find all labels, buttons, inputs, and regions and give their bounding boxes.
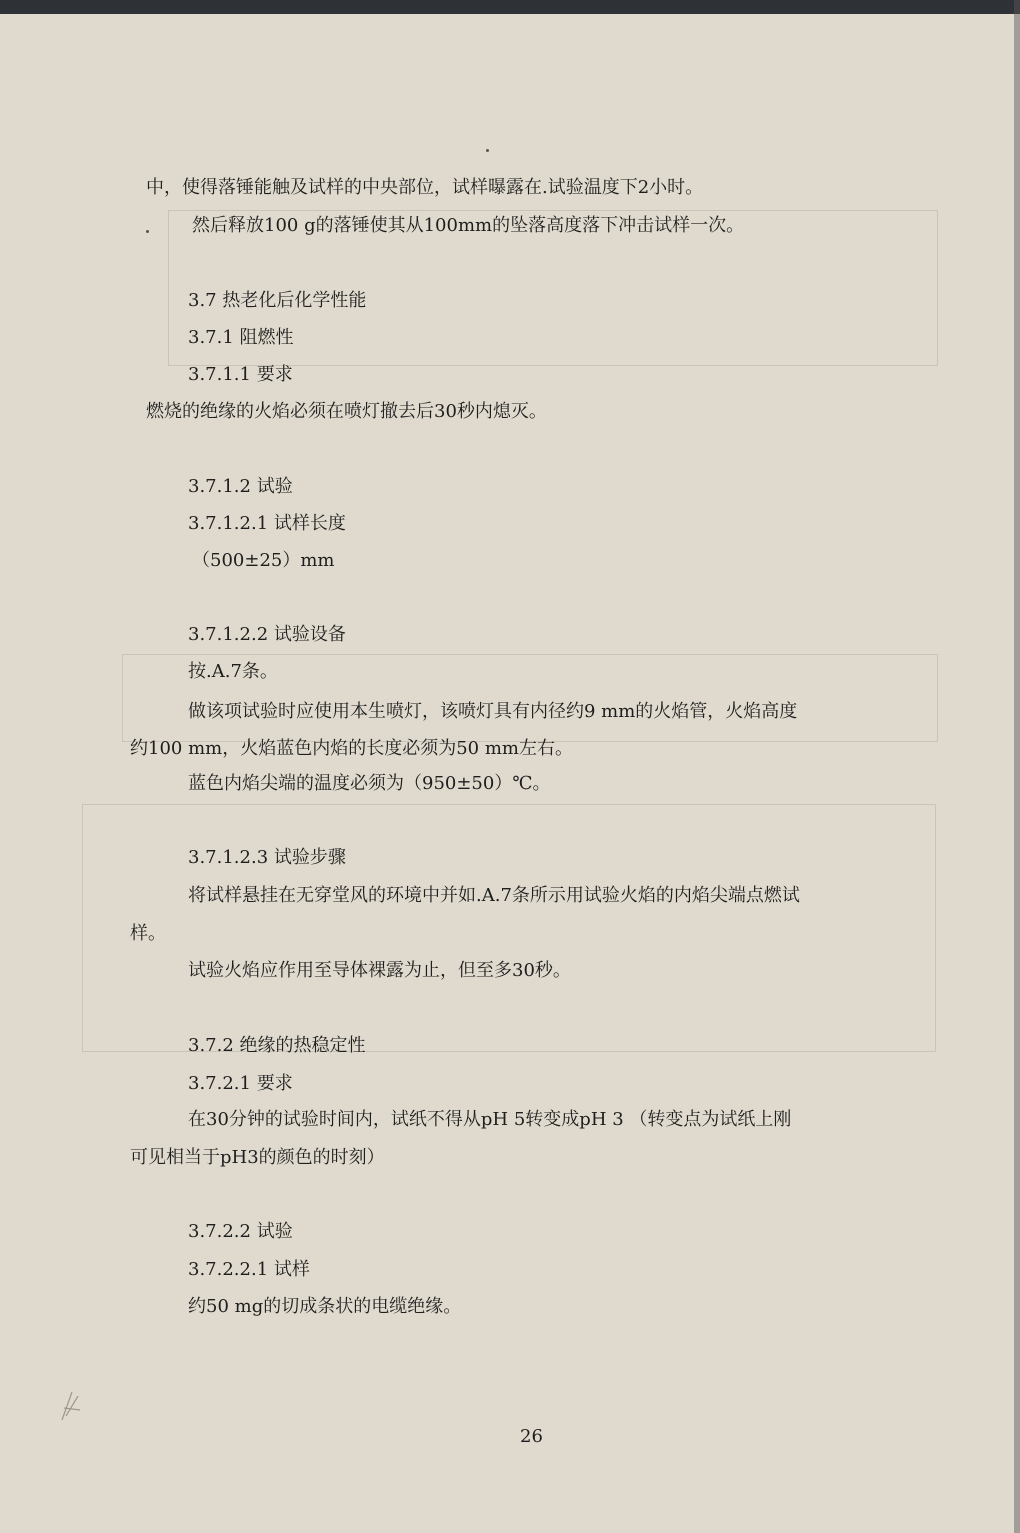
section-heading: 3.7.2.2.1 试样 (188, 1259, 310, 1280)
section-heading: 3.7.1.2.1 试样长度 (188, 513, 346, 534)
section-heading: 3.7.1.2.2 试验设备 (188, 624, 346, 645)
section-heading: 3.7.1.2.3 试验步骤 (188, 847, 346, 868)
section-heading: 3.7.1.2 试验 (188, 476, 293, 497)
text-line: 样。 (130, 923, 166, 944)
speck (146, 230, 149, 233)
text-line: 约50 mg的切成条状的电缆绝缘。 (188, 1296, 462, 1317)
section-heading: 3.7.2.1 要求 (188, 1073, 293, 1094)
section-heading: 3.7.1.1 要求 (188, 364, 293, 385)
section-heading: 3.7.2 绝缘的热稳定性 (188, 1035, 366, 1056)
scan-top-edge (0, 0, 1020, 14)
document-page (0, 14, 1014, 1533)
section-heading: 3.7.1 阻燃性 (188, 327, 294, 348)
text-line: 然后释放100 g的落锤使其从100mm的坠落高度落下冲击试样一次。 (192, 215, 745, 236)
bleed-through-table-2 (82, 804, 936, 1052)
pencil-mark (58, 1386, 84, 1426)
scan-right-edge (1014, 0, 1020, 1533)
text-line: 可见相当于pH3的颜色的时刻） (130, 1147, 385, 1168)
section-heading: 3.7.2.2 试验 (188, 1221, 293, 1242)
text-line: 蓝色内焰尖端的温度必须为（950±50）℃。 (188, 773, 551, 794)
text-line: 做该项试验时应使用本生喷灯，该喷灯具有内径约9 mm的火焰管，火焰高度 (188, 701, 798, 722)
text-line: 按.A.7条。 (188, 661, 278, 682)
text-line: （500±25）mm (192, 550, 335, 571)
text-line: 试验火焰应作用至导体裸露为止，但至多30秒。 (188, 960, 571, 981)
text-line: 约100 mm，火焰蓝色内焰的长度必须为50 mm左右。 (130, 738, 573, 759)
text-line: 将试样悬挂在无穿堂风的环境中并如.A.7条所示用试验火焰的内焰尖端点燃试 (188, 885, 800, 906)
text-line: 燃烧的绝缘的火焰必须在喷灯撤去后30秒内熄灭。 (146, 401, 547, 422)
section-heading: 3.7 热老化后化学性能 (188, 290, 367, 311)
text-line: 在30分钟的试验时间内，试纸不得从pH 5转变成pH 3 （转变点为试纸上刚 (188, 1109, 792, 1130)
text-line: 中，使得落锤能触及试样的中央部位，试样曝露在.试验温度下2小时。 (146, 177, 704, 198)
page-number: 26 (520, 1426, 543, 1447)
speck (486, 149, 489, 152)
